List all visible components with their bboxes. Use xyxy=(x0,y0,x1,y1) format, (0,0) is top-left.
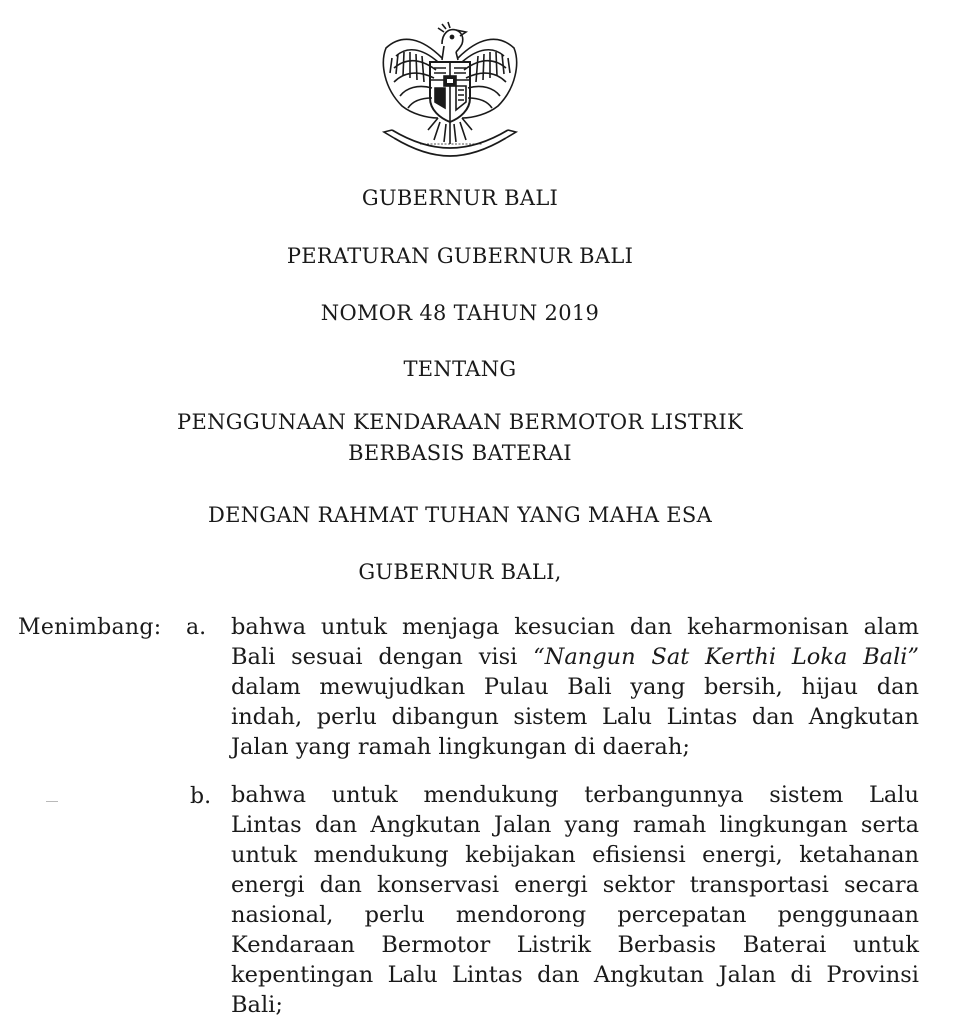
vision-quote: “Nangun Sat Kerthi Loka Bali” xyxy=(533,644,919,670)
regulation-about-label: TENTANG xyxy=(403,357,517,381)
scan-speck xyxy=(46,801,58,802)
item-b-line: Bali; xyxy=(231,992,283,1018)
item-a-letter: a. xyxy=(186,615,207,640)
item-a-line: dalam mewujudkan Pulau Bali yang bersih, hijau dan xyxy=(231,674,919,700)
issuer-title: GUBERNUR BALI xyxy=(361,186,559,210)
item-b-line: bahwa untuk mendukung terbangunnya sistem Lalu xyxy=(231,782,919,808)
item-b-line: kepentingan Lalu Lintas dan Angkutan Jalan di Provinsi xyxy=(231,962,919,988)
item-a-text xyxy=(231,612,919,762)
regulation-number: NOMOR 48 TAHUN 2019 xyxy=(320,301,600,325)
item-b-line: Lintas dan Angkutan Jalan yang ramah lingkungan serta xyxy=(231,812,919,838)
regulation-subject-line1: PENGGUNAAN KENDARAAN BERMOTOR LISTRIK xyxy=(177,410,743,434)
item-a-line: Bali sesuai dengan visi xyxy=(231,644,518,670)
item-a-line-with-vision xyxy=(231,642,919,672)
item-b-line: energi dan konservasi energi sektor transportasi secara xyxy=(231,872,919,898)
rahmat-line: DENGAN RAHMAT TUHAN YANG MAHA ESA xyxy=(207,503,713,527)
item-a-line: Jalan yang ramah lingkungan di daerah; xyxy=(231,734,690,760)
item-b-letter: b. xyxy=(190,784,212,809)
item-b-line: Kendaraan Bermotor Listrik Berbasis Baterai untuk xyxy=(231,932,919,958)
menimbang-label: Menimbang: xyxy=(18,615,162,640)
item-a-line: indah, perlu dibangun sistem Lalu Lintas dan Angkutan xyxy=(231,704,919,730)
item-b-line: untuk mendukung kebijakan efisiensi energi, ketahanan xyxy=(231,842,919,868)
governor-line: GUBERNUR BALI, xyxy=(358,560,562,584)
garuda-emblem-icon xyxy=(372,18,528,158)
regulation-type: PERATURAN GUBERNUR BALI xyxy=(286,244,634,268)
item-a-line: bahwa untuk menjaga kesucian dan keharmonisan alam xyxy=(231,614,919,640)
item-b-line: nasional, perlu mendorong percepatan penggunaan xyxy=(231,902,919,928)
regulation-subject-line2: BERBASIS BATERAI xyxy=(348,441,572,465)
item-b-text xyxy=(231,780,919,1020)
